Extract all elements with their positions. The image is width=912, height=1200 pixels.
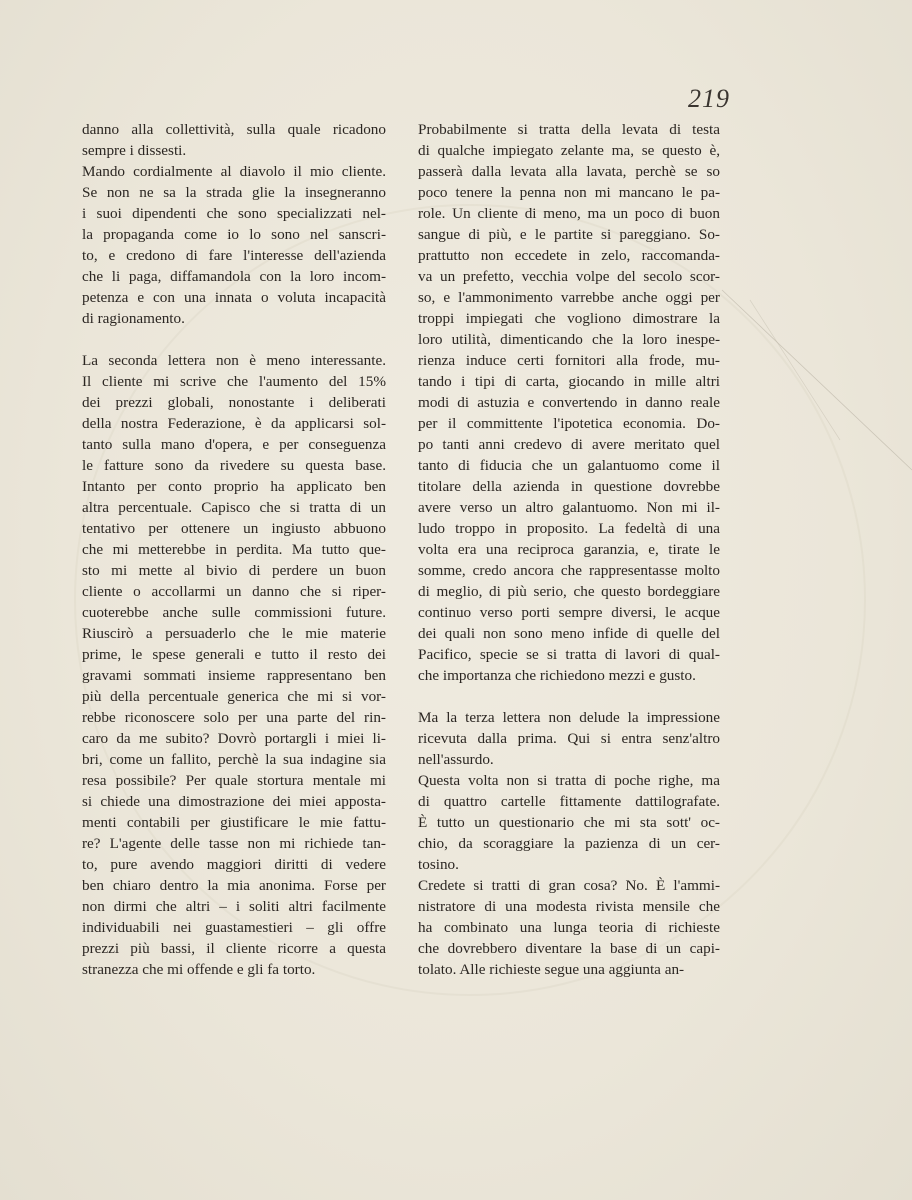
text-line: va un prefetto, vecchia volpe del secolo scor- bbox=[418, 268, 720, 285]
paragraph bbox=[418, 770, 720, 875]
text-line: nell'assurdo. bbox=[418, 751, 494, 768]
text-line: dei prezzi globali, nonostante i deliberati bbox=[82, 394, 386, 411]
text-line: sangue di più, e le partite si pareggiano. So- bbox=[418, 226, 720, 243]
text-line: ricevuta dalla prima. Qui si entra senz'altro bbox=[418, 730, 720, 747]
text-line: to, e credono di fare l'interesse dell'azienda bbox=[82, 247, 386, 264]
text-line: poco tenere la penna non mi mancano le pa- bbox=[418, 184, 720, 201]
text-line: che dovrebbero diventare la base di un capi- bbox=[418, 940, 720, 957]
text-line: avere verso un altro galantuomo. Non mi il- bbox=[418, 499, 720, 516]
text-line: chio, da scoraggiare la pazienza di un cer- bbox=[418, 835, 720, 852]
text-line: È tutto un questionario che mi sta sott' oc- bbox=[418, 814, 720, 831]
text-line: Il cliente mi scrive che l'aumento del 15% bbox=[82, 373, 386, 390]
text-line: Intanto per conto proprio ha applicato ben bbox=[82, 478, 386, 495]
text-line: di qualche impiegato zelante ma, se questo è, bbox=[418, 142, 720, 159]
text-line: Riuscirò a persuaderlo che le mie materie bbox=[82, 625, 386, 642]
text-line: tanto sulla mano d'opera, e per conseguenza bbox=[82, 436, 386, 453]
text-line: po tanti anni credevo di avere meritato quel bbox=[418, 436, 720, 453]
text-line: modi di astuzia e convertendo in danno reale bbox=[418, 394, 720, 411]
left-column bbox=[82, 119, 386, 980]
page-number: 219 bbox=[688, 84, 730, 113]
text-line: Se non ne sa la strada glie la insegneranno bbox=[82, 184, 386, 201]
text-line: so, e l'ammonimento varrebbe anche oggi per bbox=[418, 289, 720, 306]
text-line: gravami sommati insieme rappresentano ben bbox=[82, 667, 386, 684]
text-line: tosino. bbox=[418, 856, 459, 873]
text-line: volta era una reciproca garanzia, e, tirate le bbox=[418, 541, 720, 558]
text-line: che mi metterebbe in perdita. Ma tutto que- bbox=[82, 541, 386, 558]
paragraph bbox=[418, 875, 720, 980]
text-line: danno alla collettività, sulla quale ricadono bbox=[82, 121, 386, 138]
paragraph bbox=[418, 119, 720, 686]
text-line: rebbe riconoscere solo per una parte del rin- bbox=[82, 709, 386, 726]
text-line: tando i tipi di carta, giocando in mille altri bbox=[418, 373, 720, 390]
text-line: tolato. Alle richieste segue una aggiunta an- bbox=[418, 961, 685, 978]
text-line: che li paga, diffamandola con la loro incom- bbox=[82, 268, 386, 285]
text-line: Ma la terza lettera non delude la impressione bbox=[418, 709, 720, 726]
text-line: di meglio, di più serio, che questo bordeggiare bbox=[418, 583, 720, 600]
text-line: altra percentuale. Capisco che si tratta di un bbox=[82, 499, 386, 516]
right-column bbox=[418, 119, 720, 980]
text-line: prattutto non eccedete in zelo, raccomanda- bbox=[418, 247, 720, 264]
text-line: role. Un cliente di meno, ma un poco di buon bbox=[418, 205, 720, 222]
text-line: di quattro cartelle fittamente dattilografate. bbox=[418, 793, 720, 810]
text-line: Credete si tratti di gran cosa? No. È l'ammi- bbox=[418, 877, 720, 894]
text-line: sto mi mette al bivio di perdere un buon bbox=[82, 562, 386, 579]
text-line: stranezza che mi offende e gli fa torto. bbox=[82, 961, 316, 978]
text-line: dei quali non sono meno infide di quelle del bbox=[418, 625, 720, 642]
text-line: caro da me subito? Dovrò portargli i miei li- bbox=[82, 730, 386, 747]
paragraph bbox=[82, 161, 386, 329]
paragraph-gap bbox=[418, 686, 720, 707]
text-line: la propaganda come io lo sono nel sanscri- bbox=[82, 226, 386, 243]
text-line: re? L'agente delle tasse non mi richiede tan- bbox=[82, 835, 386, 852]
text-line: nistratore di una modesta rivista mensile che bbox=[418, 898, 720, 915]
text-line: sempre i dissesti. bbox=[82, 142, 187, 159]
text-line: to, pure avendo maggiori diritti di vedere bbox=[82, 856, 386, 873]
text-line: La seconda lettera non è meno interessante. bbox=[82, 352, 386, 369]
text-line: passerà dalla levata alla lavata, perchè se so bbox=[418, 163, 720, 180]
text-line: tentativo per ottenere un ingiusto abbuono bbox=[82, 520, 386, 537]
text-line: Pacifico, specie se si tratta di lavori di qual- bbox=[418, 646, 720, 663]
text-line: Mando cordialmente al diavolo il mio cliente. bbox=[82, 163, 386, 180]
text-line: prime, le spese generali e tutto il resto dei bbox=[82, 646, 386, 663]
paragraph bbox=[418, 707, 720, 770]
text-line: Questa volta non si tratta di poche righe, ma bbox=[418, 772, 720, 789]
text-line: individuabili nei guastamestieri – gli offre bbox=[82, 919, 386, 936]
text-line: della nostra Federazione, è da applicarsi sol- bbox=[82, 415, 386, 432]
text-line: continuo verso porti sempre diversi, le acque bbox=[418, 604, 720, 621]
text-line: ben chiaro dentro la mia anonima. Forse per bbox=[82, 877, 386, 894]
text-line: che importanza che richiedono mezzi e gusto. bbox=[418, 667, 696, 684]
text-line: Probabilmente si tratta della levata di testa bbox=[418, 121, 720, 138]
paragraph-gap bbox=[82, 329, 386, 350]
text-line: rienza induce certi fornitori alla frode, mu- bbox=[418, 352, 720, 369]
text-line: somme, credo ancora che rappresentasse molto bbox=[418, 562, 720, 579]
text-line: resa possibile? Per quale stortura mentale mi bbox=[82, 772, 386, 789]
text-line: le fatture sono da rivedere su questa base. bbox=[82, 457, 386, 474]
text-line: petenza e con una innata o voluta incapacità bbox=[82, 289, 386, 306]
text-line: non dirmi che altri – i soliti altri facilmente bbox=[82, 898, 386, 915]
text-line: si chiede una dimostrazione dei miei apposta- bbox=[82, 793, 386, 810]
text-line: ha combinato una lunga teoria di richieste bbox=[418, 919, 720, 936]
text-line: cliente o accollarmi un danno che si riper- bbox=[82, 583, 386, 600]
paragraph bbox=[82, 350, 386, 980]
text-line: cuoterebbe anche sulle commissioni future. bbox=[82, 604, 386, 621]
text-line: di ragionamento. bbox=[82, 310, 185, 327]
text-line: ludo troppo in proposito. La fedeltà di una bbox=[418, 520, 720, 537]
text-line: i suoi dipendenti che sono specializzati nel- bbox=[82, 205, 386, 222]
text-line: bri, come un fallito, perchè la sua indagine sia bbox=[82, 751, 386, 768]
text-line: tanto di fiducia che un galantuomo come il bbox=[418, 457, 720, 474]
text-line: titolare della azienda in questione dovrebbe bbox=[418, 478, 720, 495]
text-line: loro utilità, dimenticando che la loro inespe- bbox=[418, 331, 720, 348]
text-line: menti contabili per giustificare le mie fattu- bbox=[82, 814, 386, 831]
text-line: prezzi più bassi, il cliente ricorre a questa bbox=[82, 940, 386, 957]
paragraph bbox=[82, 119, 386, 161]
text-line: più della percentuale generica che mi si vor- bbox=[82, 688, 386, 705]
text-line: per il committente l'ipotetica economia. Do- bbox=[418, 415, 720, 432]
text-line: troppi impiegati che vogliono dimostrare la bbox=[418, 310, 720, 327]
